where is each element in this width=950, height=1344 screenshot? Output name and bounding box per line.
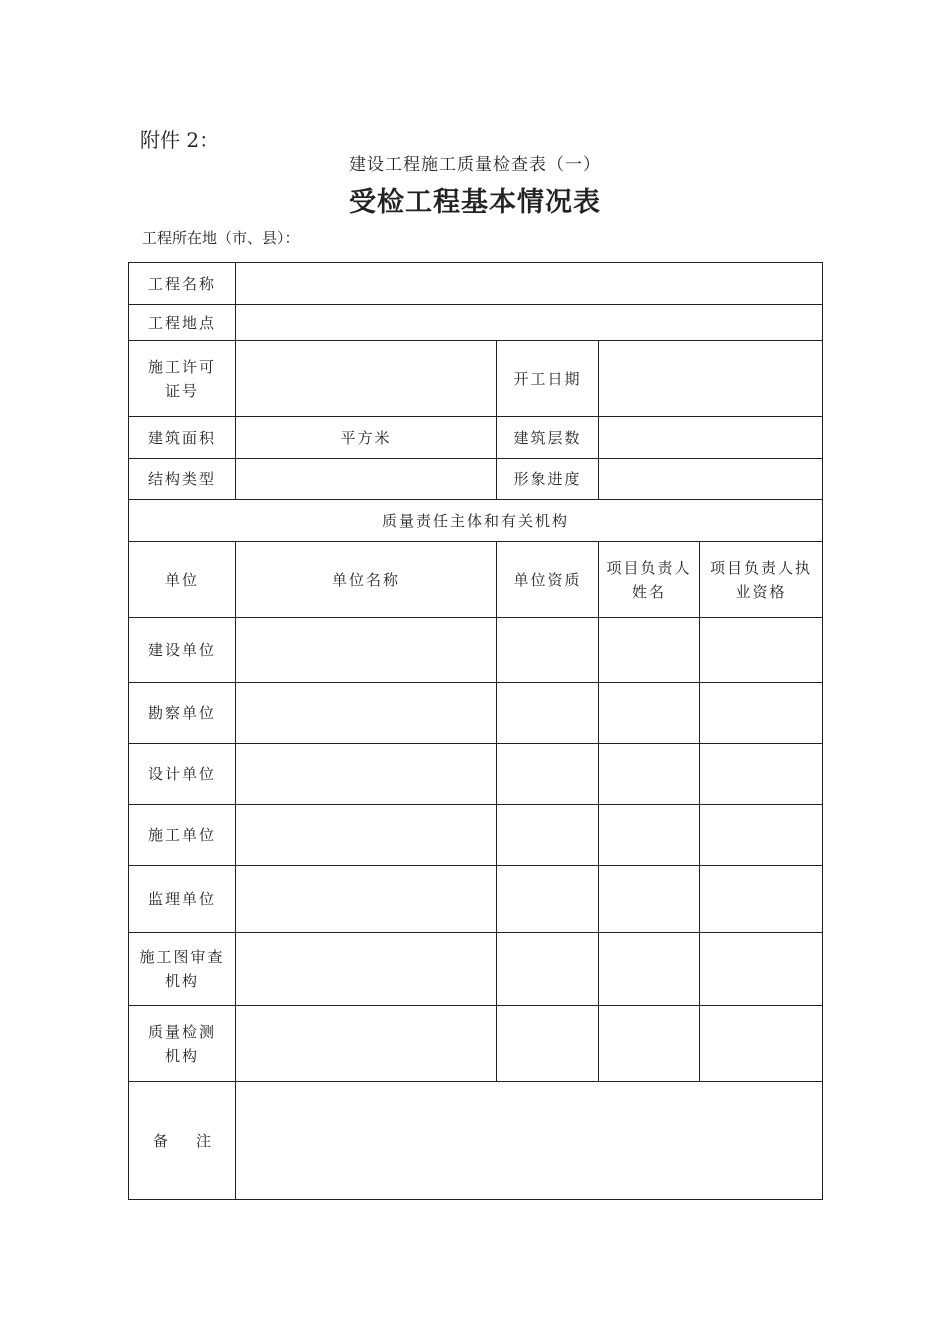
col-unit: 单位 bbox=[129, 542, 236, 618]
cell-input[interactable] bbox=[599, 805, 700, 866]
col-manager-name: 项目负责人 姓名 bbox=[599, 542, 700, 618]
col-qualification: 单位资质 bbox=[497, 542, 599, 618]
floors-field[interactable] bbox=[599, 417, 823, 459]
project-name-label: 工程名称 bbox=[129, 263, 236, 305]
remarks-row bbox=[129, 1082, 823, 1200]
area-unit: 平方米 bbox=[340, 428, 392, 447]
unit-survey: 勘察单位 bbox=[129, 683, 236, 744]
inspection-table bbox=[128, 262, 823, 1200]
remarks-label: 备 注 bbox=[129, 1082, 236, 1200]
form-title: 受检工程基本情况表 bbox=[349, 187, 601, 218]
cell-input[interactable] bbox=[497, 805, 599, 866]
project-site-field[interactable] bbox=[236, 305, 823, 341]
structure-field[interactable] bbox=[236, 459, 497, 500]
cell-input[interactable] bbox=[497, 933, 599, 1006]
table-row bbox=[129, 1006, 823, 1082]
cell-input[interactable] bbox=[497, 1006, 599, 1082]
unit-supervision: 监理单位 bbox=[129, 866, 236, 933]
floors-label: 建筑层数 bbox=[497, 417, 599, 459]
cell-input[interactable] bbox=[236, 805, 497, 866]
cell-input[interactable] bbox=[497, 618, 599, 683]
cell-input[interactable] bbox=[599, 1006, 700, 1082]
cell-input[interactable] bbox=[497, 866, 599, 933]
cell-input[interactable] bbox=[236, 618, 497, 683]
unit-quality-testing: 质量检测 机构 bbox=[129, 1006, 236, 1082]
start-date-label: 开工日期 bbox=[497, 341, 599, 417]
structure-row bbox=[129, 459, 823, 500]
permit-label: 施工许可 证号 bbox=[129, 341, 236, 417]
cell-input[interactable] bbox=[599, 933, 700, 1006]
structure-label: 结构类型 bbox=[129, 459, 236, 500]
permit-field[interactable] bbox=[236, 341, 497, 417]
cell-input[interactable] bbox=[700, 933, 823, 1006]
unit-contractor: 施工单位 bbox=[129, 805, 236, 866]
cell-input[interactable] bbox=[236, 744, 497, 805]
area-label: 建筑面积 bbox=[129, 417, 236, 459]
table-row bbox=[129, 933, 823, 1006]
section-title-row bbox=[129, 500, 823, 542]
project-site-row bbox=[129, 305, 823, 341]
table-row bbox=[129, 683, 823, 744]
table-row bbox=[129, 618, 823, 683]
cell-input[interactable] bbox=[497, 683, 599, 744]
project-site-label: 工程地点 bbox=[129, 305, 236, 341]
unit-drawing-review: 施工图审查 机构 bbox=[129, 933, 236, 1006]
project-name-field[interactable] bbox=[236, 263, 823, 305]
unit-construction-owner: 建设单位 bbox=[129, 618, 236, 683]
cell-input[interactable] bbox=[236, 683, 497, 744]
cell-input[interactable] bbox=[599, 744, 700, 805]
cell-input[interactable] bbox=[236, 933, 497, 1006]
cell-input[interactable] bbox=[700, 618, 823, 683]
unit-design: 设计单位 bbox=[129, 744, 236, 805]
start-date-field[interactable] bbox=[599, 341, 823, 417]
remarks-field[interactable] bbox=[236, 1082, 823, 1200]
table-row bbox=[129, 866, 823, 933]
progress-label: 形象进度 bbox=[497, 459, 599, 500]
cell-input[interactable] bbox=[700, 1006, 823, 1082]
cell-input[interactable] bbox=[236, 1006, 497, 1082]
cell-input[interactable] bbox=[236, 866, 497, 933]
cell-input[interactable] bbox=[599, 618, 700, 683]
location-label: 工程所在地（市、县）： bbox=[142, 229, 300, 247]
col-manager-cert: 项目负责人执 业资格 bbox=[700, 542, 823, 618]
cell-input[interactable] bbox=[700, 805, 823, 866]
cell-input[interactable] bbox=[599, 683, 700, 744]
area-field[interactable] bbox=[236, 417, 497, 459]
area-row bbox=[129, 417, 823, 459]
project-name-row bbox=[129, 263, 823, 305]
column-header-row bbox=[129, 542, 823, 618]
table-row bbox=[129, 744, 823, 805]
col-unit-name: 单位名称 bbox=[236, 542, 497, 618]
cell-input[interactable] bbox=[700, 744, 823, 805]
progress-field[interactable] bbox=[599, 459, 823, 500]
cell-input[interactable] bbox=[599, 866, 700, 933]
attachment-number: 附件 2： bbox=[140, 128, 220, 152]
cell-input[interactable] bbox=[497, 744, 599, 805]
permit-row bbox=[129, 341, 823, 417]
cell-input[interactable] bbox=[700, 866, 823, 933]
cell-input[interactable] bbox=[700, 683, 823, 744]
form-subtitle: 建设工程施工质量检查表（一） bbox=[349, 155, 601, 175]
section-title: 质量责任主体和有关机构 bbox=[129, 500, 823, 542]
table-row bbox=[129, 805, 823, 866]
